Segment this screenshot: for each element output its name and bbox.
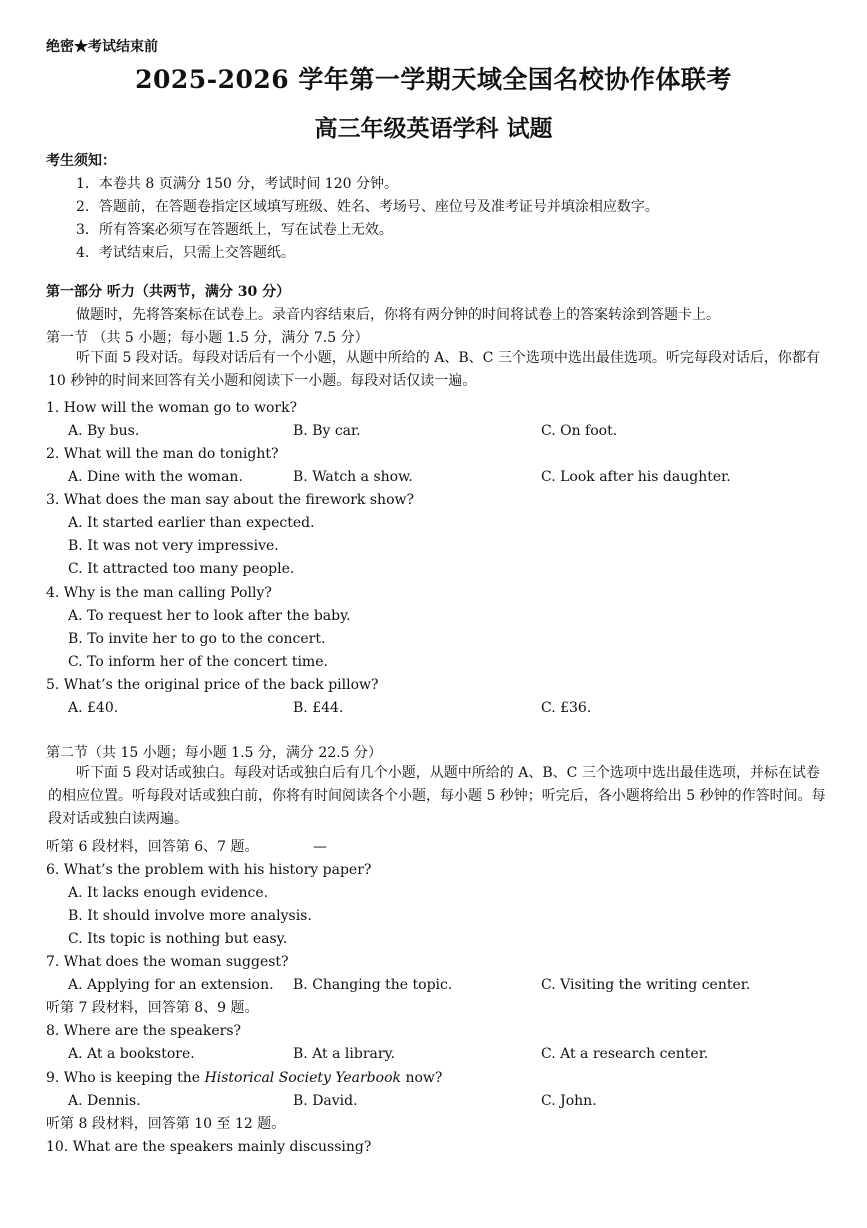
notice-item: 3．所有答案必须写在答题纸上，写在试卷上无效。 (76, 222, 393, 238)
question-stem: 5. What’s the original price of the back pillow? (46, 677, 379, 693)
material-heading: 听第 8 段材料，回答第 10 至 12 题。 (46, 1116, 286, 1132)
option-b: B. Watch a show. (293, 469, 413, 485)
option-a: A. Dine with the woman. (68, 469, 243, 485)
option-c: C. Look after his daughter. (541, 469, 731, 485)
option-c: C. To inform her of the concert time. (68, 654, 328, 670)
section1-heading: 第一节 （共 5 小题；每小题 1.5 分，满分 7.5 分） (46, 330, 369, 346)
material-heading: 听第 6 段材料，回答第 6、7 题。 (46, 839, 259, 855)
question-stem (46, 1069, 442, 1087)
question-stem: 2. What will the man do tonight? (46, 446, 279, 462)
option-c: C. £36. (541, 700, 592, 716)
option-a: A. It started earlier than expected. (68, 515, 315, 531)
option-a: A. Dennis. (68, 1093, 141, 1109)
stem-text: 9. Who is keeping the (46, 1070, 205, 1086)
book-title: Historical Society Yearbook (204, 1070, 401, 1086)
option-c: C. It attracted too many people. (68, 561, 295, 577)
option-b: B. It should involve more analysis. (68, 908, 312, 924)
question-stem: 6. What’s the problem with his history paper? (46, 862, 372, 878)
section2-instructions: 听下面 5 段对话或独白。每段对话或独白后有几个小题，从题中所给的 A、B、C 三个选项中选出最佳选项，并标在试卷的相应位置。听每段对话或独白前，你将有时间阅读各个小题，每小题 5 秒钟；听完后，各小题将给出 5 秒钟的作答时间。每段对话或独白读两遍。 (48, 765, 826, 827)
notice-item: 1．本卷共 8 页满分 150 分，考试时间 120 分钟。 (76, 176, 398, 192)
option-c: C. At a research center. (541, 1046, 709, 1062)
option-c: C. Its topic is nothing but easy. (68, 931, 288, 947)
confidential-label: 绝密★考试结束前 (46, 39, 158, 55)
exam-subtitle: 高三年级英语学科 试题 (314, 115, 553, 142)
exam-title: 2025-2026 学年第一学期天域全国名校协作体联考 (135, 65, 732, 94)
option-b: B. To invite her to go to the concert. (68, 631, 326, 647)
option-a: A. To request her to look after the baby. (68, 608, 351, 624)
notice-item: 2．答题前，在答题卷指定区域填写班级、姓名、考场号、座位号及准考证号并填涂相应数字。 (76, 199, 659, 215)
option-a: A. Applying for an extension. (68, 977, 274, 993)
notice-heading: 考生须知： (46, 153, 116, 169)
option-c: C. Visiting the writing center. (541, 977, 751, 993)
question-stem: 10. What are the speakers mainly discussing? (46, 1139, 372, 1155)
question-stem: 3. What does the man say about the firework show? (46, 492, 414, 508)
option-a: A. It lacks enough evidence. (68, 885, 269, 901)
question-stem: 8. Where are the speakers? (46, 1023, 242, 1039)
option-b: B. £44. (293, 700, 344, 716)
section2-heading: 第二节（共 15 小题；每小题 1.5 分，满分 22.5 分） (46, 745, 382, 761)
stem-text: now? (401, 1070, 443, 1086)
question-stem: 7. What does the woman suggest? (46, 954, 289, 970)
part1-heading: 第一部分 听力（共两节，满分 30 分） (46, 284, 291, 300)
question-stem: 4. Why is the man calling Polly? (46, 585, 272, 601)
option-b: B. It was not very impressive. (68, 538, 279, 554)
option-a: A. By bus. (68, 423, 140, 439)
section1-instructions: 听下面 5 段对话。每段对话后有一个小题，从题中所给的 A、B、C 三个选项中选出最佳选项。听完每段对话后，你都有 10 秒钟的时间来回答有关小题和阅读下一小题。每段对话仅读一遍。 (48, 350, 820, 389)
material-heading: 听第 7 段材料，回答第 8、9 题。 (46, 1000, 259, 1016)
part1-intro: 做题时，先将答案标在试卷上。录音内容结束后，你将有两分钟的时间将试卷上的答案转涂到答题卡上。 (76, 307, 720, 323)
notice-item: 4．考试结束后，只需上交答题纸。 (76, 245, 295, 261)
option-c: C. John. (541, 1093, 597, 1109)
question-stem: 1. How will the woman go to work? (46, 400, 298, 416)
option-b: B. Changing the topic. (293, 977, 453, 993)
option-b: B. At a library. (293, 1046, 396, 1062)
option-b: B. David. (293, 1093, 358, 1109)
option-a: A. £40. (68, 700, 119, 716)
option-b: B. By car. (293, 423, 361, 439)
dash-mark: — (313, 839, 327, 855)
option-c: C. On foot. (541, 423, 618, 439)
option-a: A. At a bookstore. (68, 1046, 195, 1062)
